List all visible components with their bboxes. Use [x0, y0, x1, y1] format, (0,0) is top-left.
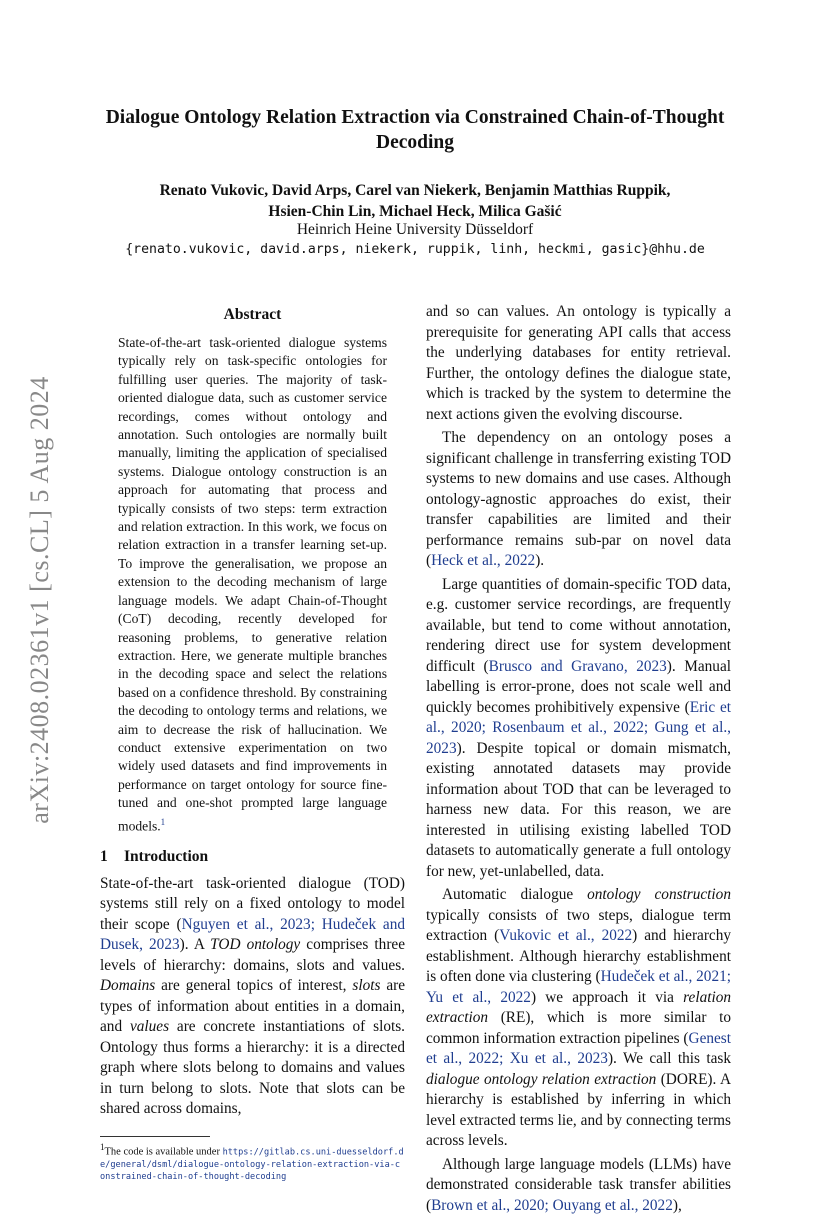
citation-link[interactable]: Genest et al., 2022; Xu et al., 2023 — [426, 1029, 732, 1067]
text-run: ) and hierarchy establishment. Although hierarchy establishment is often done via clustering ( — [426, 927, 732, 985]
text-run: The dependency on an ontology poses a significant challenge in transferring existing TOD systems to new domains and use cases. Although ontology-agnostic approaches do exist, their transfer capabilities are limited and their performance remains sub-par on novel data ( — [426, 429, 731, 569]
author-emails: {renato.vukovic, david.arps, niekerk, ruppik, linh, heckmi, gasic}@hhu.de — [125, 242, 705, 257]
intro-paragraph-5 — [426, 1155, 731, 1217]
emphasis: slots — [352, 977, 381, 994]
abstract-text — [118, 334, 387, 836]
text-run: are concrete instantiations of slots. Ontology thus forms a hierarchy: it is a directed graph where slots belong to domains and values in turn belong to slots. Note that slots can be shared across domains, — [100, 1018, 405, 1117]
footnote-ref[interactable]: 1 — [160, 816, 166, 827]
intro-paragraph-1 — [100, 874, 405, 1120]
text-run: ). Despite topical or domain mismatch, existing annotated datasets may provide information about TOD that can be leveraged to harness new data. For this reason, we are interested in utilising existing labelled TOD datasets to automatically generate a full ontology for new, yet-unlabelled, data. — [426, 739, 731, 880]
footnote-mark: 1 — [100, 1141, 105, 1152]
arxiv-sidebar — [20, 360, 60, 840]
text-run: Although large language models (LLMs) have demonstrated considerable task transfer abilities ( — [426, 1155, 731, 1214]
text-run: ). A — [179, 936, 211, 953]
abstract-body: State-of-the-art task-oriented dialogue systems typically rely on task-specific ontologies for fulfilling user queries. The majority of task-oriented dialogue data, such as customer service recordings, comes without ontology and annotation. Such ontologies are normally built manually, limiting the application of specialised systems. Dialogue ontology construction is an approach for automating that process and typically consists of two steps: term extraction and relation extraction. In this work, we focus on relation extraction in a transfer learning set-up. To improve the generalisation, we propose an extension to the decoding mechanism of large language models. We adapt Chain-of-Thought (CoT) decoding, recently developed for reasoning problems, to generative relation extraction. Here, we generate multiple branches in the decoding space and select the relations based on a confidence threshold. By constraining the decoding to ontology terms and relations, we aim to decrease the risk of hallucination. We conduct extensive experimentation on two widely used datasets and find improvements in performance on target ontology for source fine-tuned and one-shot prompted large language models. — [118, 335, 387, 834]
intro-paragraph-3 — [426, 575, 731, 883]
section-number: 1 — [100, 847, 108, 865]
citation-link[interactable]: Hudeček et al., 2021; Yu et al., 2022 — [426, 968, 731, 1006]
text-run: are general topics of interest, — [155, 977, 353, 994]
emphasis: dialogue ontology relation extraction — [426, 1070, 657, 1088]
authors-line-1: Renato Vukovic, David Arps, Carel van Niekerk, Benjamin Matthias Ruppik, — [159, 182, 671, 199]
footnote-divider — [100, 1136, 210, 1137]
authors-line-2: Hsien-Chin Lin, Michael Heck, Milica Gašić — [268, 203, 562, 220]
left-column — [100, 306, 405, 1184]
text-run: State-of-the-art task-oriented dialogue (TOD) systems still rely on a fixed ontology to model their scope ( — [100, 874, 405, 933]
code-url-link[interactable]: https://gitlab.cs.uni-duesseldorf.de/general/dsml/dialogue-ontology-relation-extraction-via-constrained-chain-of-thought-decoding — [100, 1147, 404, 1182]
emphasis: values — [129, 1018, 170, 1035]
text-run: Automatic dialogue — [442, 886, 588, 903]
text-run: (RE), which is more similar to common information extraction pipelines ( — [426, 1009, 731, 1047]
text-run: (DORE). A hierarchy is established by inferring in which level extracted terms lie, and by connecting terms across levels. — [426, 1070, 731, 1149]
paper-title: Dialogue Ontology Relation Extraction via Constrained Chain-of-Thought Decoding — [105, 107, 725, 153]
emphasis: ontology construction — [587, 886, 731, 903]
text-run: ). Manual labelling is error-prone, does not scale well and quickly becomes prohibitively expensive ( — [426, 657, 731, 716]
emphasis: Domains — [100, 977, 156, 994]
citation-link[interactable]: Brown et al., 2020; Ouyang et al., 2022 — [431, 1196, 673, 1214]
intro-paragraph-2 — [426, 428, 731, 572]
citation-link[interactable]: Nguyen et al., 2023; Hudeček and Dusek, 2023 — [100, 915, 405, 953]
text-run: ) we approach it via — [530, 988, 684, 1006]
abstract-heading: Abstract — [223, 306, 282, 323]
text-run: ), — [672, 1196, 682, 1214]
text-run: ). We call this task — [607, 1050, 731, 1067]
section-heading — [100, 848, 405, 866]
right-column — [426, 302, 731, 1219]
citation-link[interactable]: Vukovic et al., 2022 — [499, 927, 633, 944]
text-run: comprises three levels of hierarchy: domains, slots and values. — [100, 936, 405, 974]
emphasis: TOD ontology — [210, 936, 301, 953]
intro-paragraph-continued: and so can values. An ontology is typically a prerequisite for generating API calls that access the underlying databases for entity retrieval. Further, the ontology defines the dialogue state, which is tracked by the system to determine the next actions given the evolving discourse. — [426, 303, 731, 423]
text-run: are types of information about entities in a domain, and — [100, 977, 405, 1035]
citation-link[interactable]: Heck et al., 2022 — [431, 552, 536, 569]
emphasis: relation extraction — [426, 988, 732, 1026]
footnote-text: The code is available under — [104, 1146, 223, 1157]
arxiv-identifier: arXiv:2408.02361v1 [cs.CL] 5 Aug 2024 — [25, 376, 54, 824]
section-title: Introduction — [124, 847, 209, 865]
author-list — [95, 180, 735, 222]
footnote — [100, 1141, 405, 1184]
text-run: typically consists of two steps, dialogue term extraction ( — [426, 906, 731, 944]
text-run: Large quantities of domain-specific TOD data, e.g. customer service recordings, are frequently available, but tend to come without annotation, rendering direct use for system development difficult ( — [426, 575, 731, 675]
citation-link[interactable]: Brusco and Gravano, 2023 — [488, 657, 667, 675]
text-run: ). — [535, 552, 545, 569]
intro-paragraph-4 — [426, 885, 731, 1152]
citation-link[interactable]: Eric et al., 2020; Rosenbaum et al., 2022; Gung et al., 2023 — [426, 698, 731, 757]
affiliation: Heinrich Heine University Düsseldorf — [296, 221, 534, 238]
